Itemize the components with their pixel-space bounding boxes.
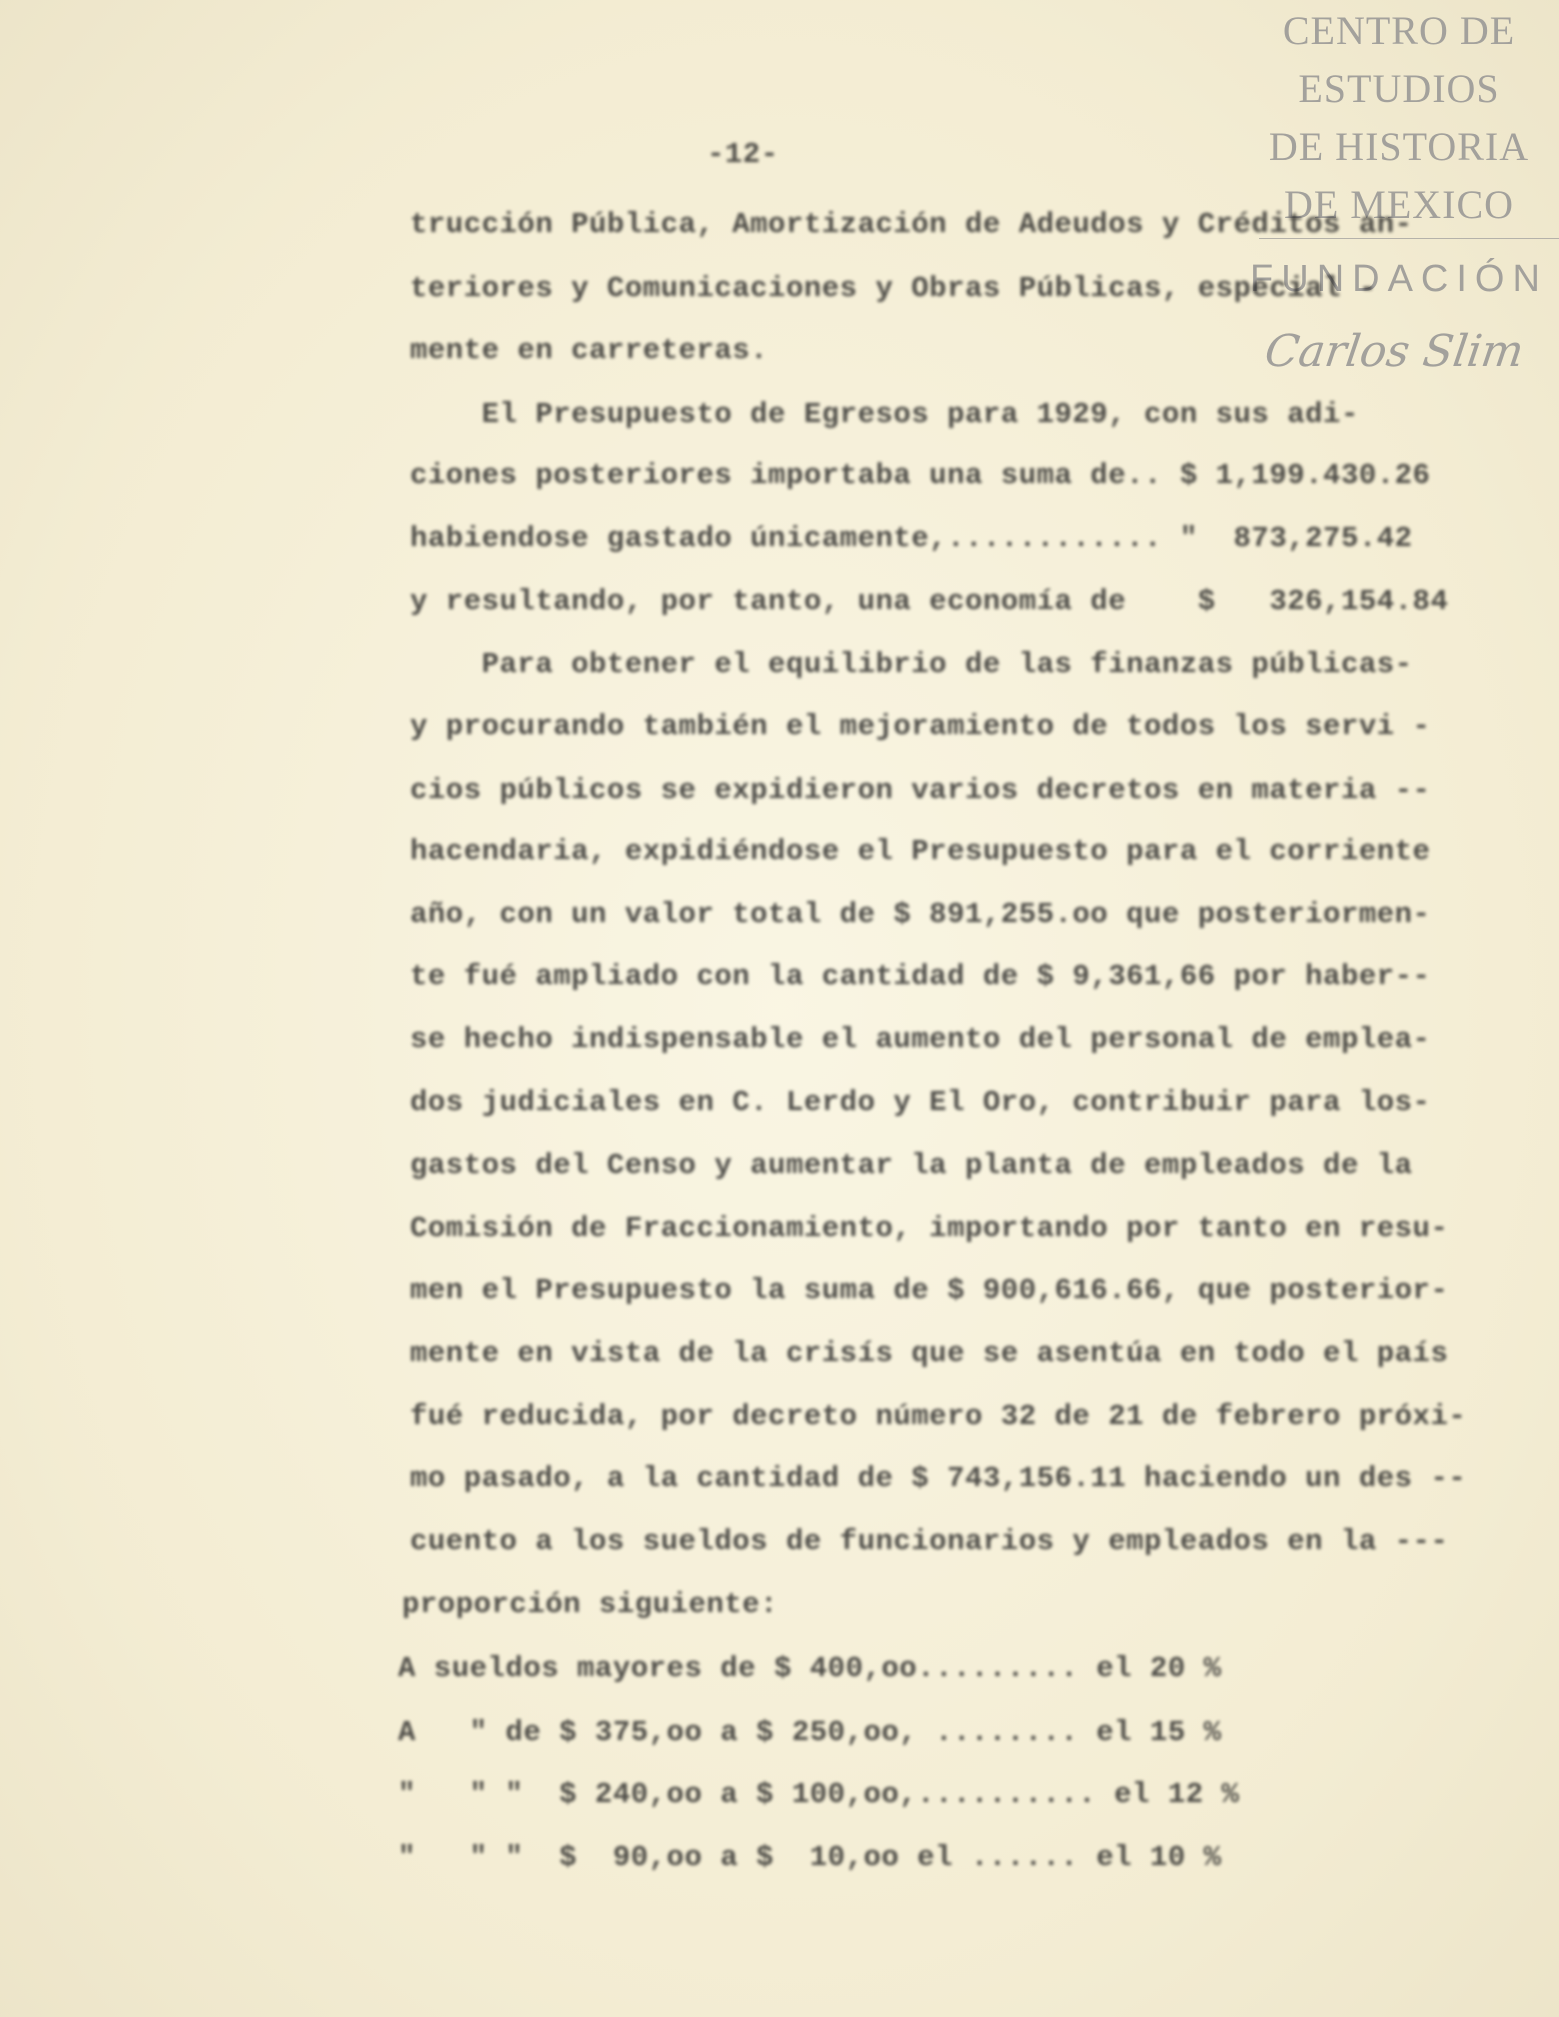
body-line-12: año, con un valor total de $ 891,255.oo que posteriormen-: [410, 898, 1431, 931]
body-line-14: se hecho indispensable el aumento del personal de emplea-: [410, 1023, 1431, 1056]
body-line-24: A sueldos mayores de $ 400,oo......... el 20 %: [398, 1652, 1222, 1685]
watermark-foundation: FUNDACIÓN: [1250, 258, 1548, 300]
body-line-1: trucción Pública, Amortización de Adeudos y Créditos an-: [410, 208, 1413, 241]
body-line-18: men el Presupuesto la suma de $ 900,616.66, que posterior-: [410, 1274, 1449, 1307]
body-line-7: y resultando, por tanto, una economía de $ 326,154.84: [410, 585, 1449, 618]
body-line-22: cuento a los sueldos de funcionarios y empleados en la ---: [410, 1525, 1449, 1558]
watermark-line-2: ESTUDIOS: [1298, 66, 1500, 111]
body-line-25: A " de $ 375,oo a $ 250,oo, ........ el 15 %: [398, 1716, 1222, 1749]
body-line-21: mo pasado, a la cantidad de $ 743,156.11 haciendo un des --: [410, 1462, 1467, 1495]
body-line-27: " " " $ 90,oo a $ 10,oo el ...... el 10 %: [398, 1841, 1222, 1874]
body-line-3: mente en carreteras.: [410, 334, 769, 367]
body-line-19: mente en vista de la crisís que se asentúa en todo el país: [410, 1337, 1449, 1370]
body-line-13: te fué ampliado con la cantidad de $ 9,361,66 por haber--: [410, 960, 1431, 993]
body-line-2: teriores y Comunicaciones y Obras Públicas, especial -: [410, 272, 1377, 305]
body-line-23: proporción siguiente:: [402, 1588, 778, 1621]
body-line-16: gastos del Censo y aumentar la planta de empleados de la: [410, 1149, 1413, 1182]
body-line-6: habiendose gastado únicamente,............ " 873,275.42: [410, 522, 1413, 555]
archive-watermark: [1239, 0, 1559, 400]
body-line-4: El Presupuesto de Egresos para 1929, con sus adi-: [410, 398, 1359, 431]
watermark-line-4: DE MEXICO: [1283, 182, 1515, 227]
body-line-11: hacendaria, expidiéndose el Presupuesto para el corriente: [410, 835, 1431, 868]
signature-logo: [1239, 318, 1559, 388]
body-line-9: y procurando también el mejoramiento de todos los servi -: [410, 710, 1431, 743]
signature-text: Carlos Slim: [1261, 326, 1527, 377]
watermark-line-1: CENTRO DE: [1282, 8, 1516, 53]
body-line-20: fué reducida, por decreto número 32 de 21 de febrero próxi-: [410, 1400, 1467, 1433]
body-line-8: Para obtener el equilibrio de las finanzas públicas-: [410, 648, 1413, 681]
page-number: -12-: [707, 138, 779, 171]
body-line-17: Comisión de Fraccionamiento, importando por tanto en resu-: [410, 1212, 1449, 1245]
body-line-15: dos judiciales en C. Lerdo y El Oro, contribuir para los-: [410, 1086, 1431, 1119]
body-line-10: cios públicos se expidieron varios decretos en materia --: [410, 774, 1431, 807]
body-line-26: " " " $ 240,oo a $ 100,oo,.......... el 12 %: [398, 1778, 1240, 1811]
watermark-line-3: DE HISTORIA: [1268, 124, 1530, 169]
body-line-5: ciones posteriores importaba una suma de.. $ 1,199.430.26: [410, 459, 1431, 492]
